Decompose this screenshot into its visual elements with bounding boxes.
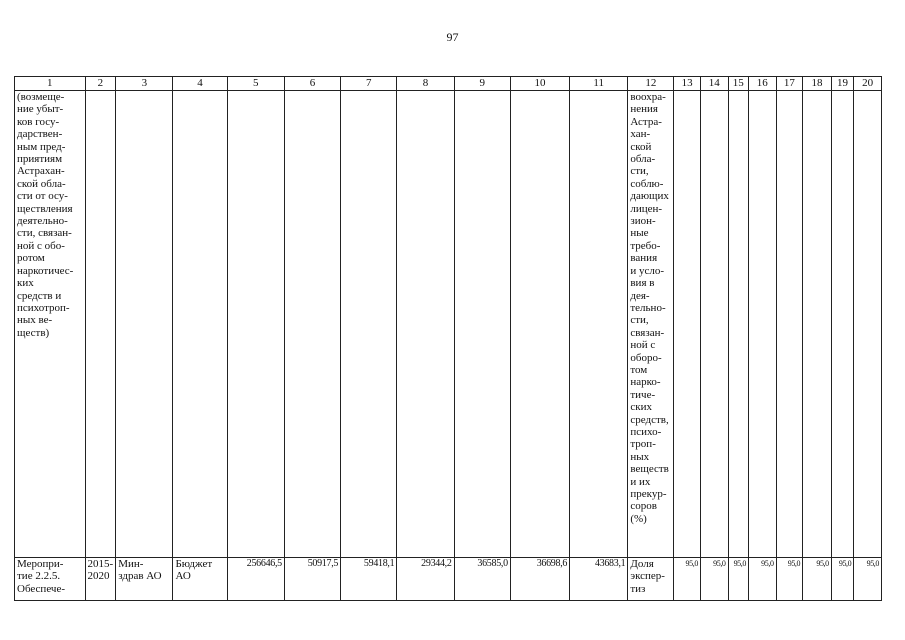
table-cell (85, 91, 116, 558)
indicator-value-cell: 95,0 (854, 558, 882, 601)
table-cell (776, 91, 803, 558)
table-cell (728, 91, 748, 558)
program-table (14, 76, 882, 601)
table-row (15, 558, 882, 601)
table-cell (510, 91, 569, 558)
amount-cell: 29344,2 (397, 558, 454, 601)
col-header: 10 (510, 77, 569, 91)
table-cell (284, 91, 340, 558)
table-cell (454, 91, 510, 558)
activity-name-cell: Меропри- тие 2.2.5. Обеспече- (15, 558, 86, 601)
table-cell (397, 91, 454, 558)
funding-source-cell: Бюджет АО (173, 558, 227, 601)
col-header: 5 (227, 77, 284, 91)
col-header: 11 (570, 77, 628, 91)
table-cell (116, 91, 173, 558)
amount-cell: 36585,0 (454, 558, 510, 601)
amount-cell: 50917,5 (284, 558, 340, 601)
table-cell (674, 91, 701, 558)
col-header: 18 (803, 77, 832, 91)
col-header: 14 (700, 77, 728, 91)
table-cell (700, 91, 728, 558)
table-cell (570, 91, 628, 558)
amount-cell: 43683,1 (570, 558, 628, 601)
col-header: 8 (397, 77, 454, 91)
amount-total-cell: 256646,5 (227, 558, 284, 601)
amount-cell: 59418,1 (341, 558, 397, 601)
col-header: 20 (854, 77, 882, 91)
col-header: 12 (628, 77, 674, 91)
period-cell: 2015- 2020 (85, 558, 116, 601)
amount-cell: 36698,6 (510, 558, 569, 601)
col-header: 3 (116, 77, 173, 91)
table-cell (854, 91, 882, 558)
indicator-value-cell: 95,0 (700, 558, 728, 601)
page-number: 97 (446, 30, 459, 44)
col-header: 13 (674, 77, 701, 91)
col-header: 1 (15, 77, 86, 91)
table-cell (227, 91, 284, 558)
indicator-value-cell: 95,0 (803, 558, 832, 601)
table-cell (173, 91, 227, 558)
col-header: 2 (85, 77, 116, 91)
indicator-value-cell: 95,0 (748, 558, 776, 601)
table-row (15, 91, 882, 558)
col-header: 7 (341, 77, 397, 91)
indicator-value-cell: 95,0 (831, 558, 853, 601)
activity-description-cell: (возмеще- ние убыт- ков госу- дарствен- ным пред- приятиям Астрахан- ской обла- сти от осу- ществления деятельно- сти, связан- ной с обо- ротом наркотичес- ких средств и психотроп- ных ве- ществ) (15, 91, 86, 558)
indicator-value-cell: 95,0 (728, 558, 748, 601)
table-cell (341, 91, 397, 558)
indicator-cell: Доля экспер- тиз (628, 558, 674, 601)
executor-cell: Мин- здрав АО (116, 558, 173, 601)
table-cell (803, 91, 832, 558)
indicator-value-cell: 95,0 (674, 558, 701, 601)
indicator-value-cell: 95,0 (776, 558, 803, 601)
indicator-cell: воохра- нения Астра- хан- ской обла- сти, соблю- дающих лицен- зион- ные требо- вания и усло- вия в дея- тельно- сти, связан- ной с оборо- том нарко- тиче- ских средств, психо- троп- ных веществ и их прекур- соров (%) (628, 91, 674, 558)
col-header: 9 (454, 77, 510, 91)
col-header: 17 (776, 77, 803, 91)
col-header: 6 (284, 77, 340, 91)
col-header: 16 (748, 77, 776, 91)
table-cell (831, 91, 853, 558)
col-header: 15 (728, 77, 748, 91)
col-header: 19 (831, 77, 853, 91)
col-header: 4 (173, 77, 227, 91)
table-cell (748, 91, 776, 558)
column-number-row (15, 77, 882, 91)
